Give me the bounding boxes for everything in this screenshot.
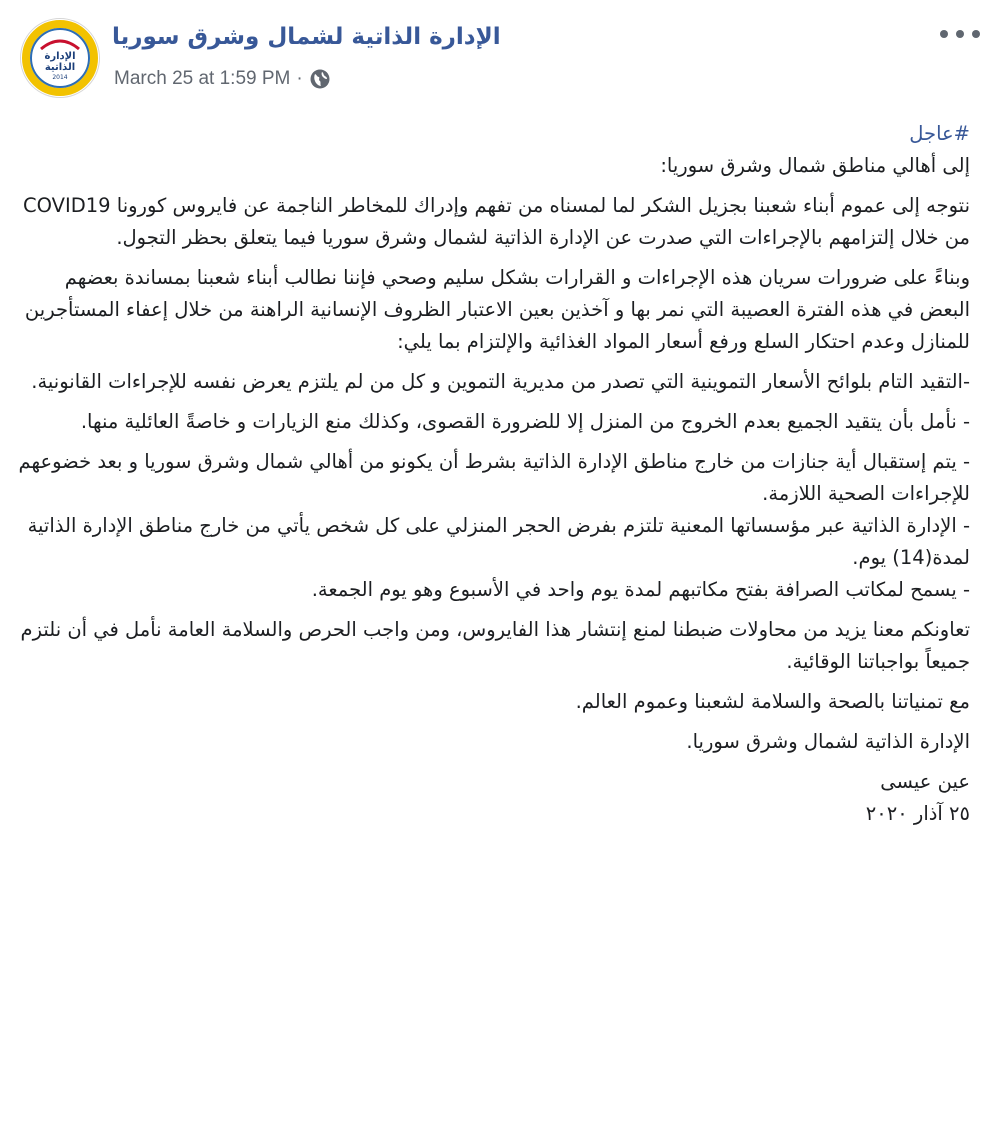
globe-icon[interactable] — [309, 68, 331, 90]
more-options-icon[interactable] — [940, 24, 980, 44]
list-item: - نأمل بأن يتقيد الجميع بعدم الخروج من المنزل إلا للضرورة القصوى، وكذلك منع الزيارات و خاصةً العائلية منها. — [80, 410, 970, 433]
post-timestamp[interactable]: March 25 at 1:59 PM — [114, 68, 291, 89]
post-signature: الإدارة الذاتية لشمال وشرق سوريا. — [686, 730, 970, 753]
post-paragraph: وبناءً على ضرورات سريان هذه الإجراءات و القرارات بشكل سليم وصحي فإننا نطالب أبناء شعبنا بمساندة بعضهم البعض في هذه الفترة العصيبة التي نمر بها و آخذين بعين الاعتبار الظروف الإنسانية الراهنة من خلال إعفاء المستأجرين للمنازل وعدم احتكار السلع ورفع أسعار المواد الغذائية والإلتزام بما يلي: — [24, 266, 970, 353]
list-item: - الإدارة الذاتية عبر مؤسساتها المعنية تلتزم بفرض الحجر المنزلي على كل شخص يأتي من خارج مناطق الإدارة الذاتية لمدة(14) يوم. — [27, 514, 970, 569]
list-item: - يسمح لمكاتب الصرافة بفتح مكاتبهم لمدة يوم واحد في الأسبوع وهو يوم الجمعة. — [311, 578, 970, 601]
page-name-link[interactable]: الإدارة الذاتية لشمال وشرق سوريا — [112, 24, 501, 50]
post-date: ٢٥ آذار ٢٠٢٠ — [865, 802, 970, 825]
post-greeting: إلى أهالي مناطق شمال وشرق سوريا: — [660, 154, 970, 177]
svg-text:الإدارة: الإدارة — [44, 51, 76, 62]
post-body — [16, 118, 970, 830]
administration-logo — [21, 19, 99, 97]
hashtag-link[interactable]: #عاجل — [909, 122, 970, 145]
post-paragraph: تعاونكم معنا يزيد من محاولات ضبطنا لمنع إنتشار هذا الفايروس، ومن واجب الحرص والسلامة العامة نأمل في أن نلتزم جميعاً بواجباتنا الوقائية. — [20, 618, 970, 673]
page-avatar[interactable] — [20, 18, 100, 98]
svg-text:2014: 2014 — [52, 74, 68, 81]
list-item: - يتم إستقبال أية جنازات من خارج مناطق الإدارة الذاتية بشرط أن يكونو من أهالي شمال وشرق سوريا و بعد خضوعهم للإجراءات الصحية اللازمة. — [18, 450, 970, 505]
meta-separator: · — [296, 68, 303, 89]
list-item: -التقيد التام بلوائح الأسعار التموينية التي تصدر من مديرية التموين و كل من لم يلتزم يعرض نفسه للإجراءات القانونية. — [31, 370, 970, 393]
post-paragraph: مع تمنياتنا بالصحة والسلامة لشعبنا وعموم العالم. — [575, 690, 970, 713]
post-place: عين عيسى — [880, 770, 970, 793]
svg-text:الذاتية: الذاتية — [44, 62, 76, 73]
post-meta — [114, 66, 331, 92]
post-paragraph: نتوجه إلى عموم أبناء شعبنا بجزيل الشكر لما لمسناه من تفهم وإدراك للمخاطر الناجمة عن فايروس كورونا COVID19 من خلال إلتزامهم بالإجراءات التي صدرت عن الإدارة الذاتية لشمال وشرق سوريا فيما يتعلق بحظر التجول. — [23, 194, 970, 249]
